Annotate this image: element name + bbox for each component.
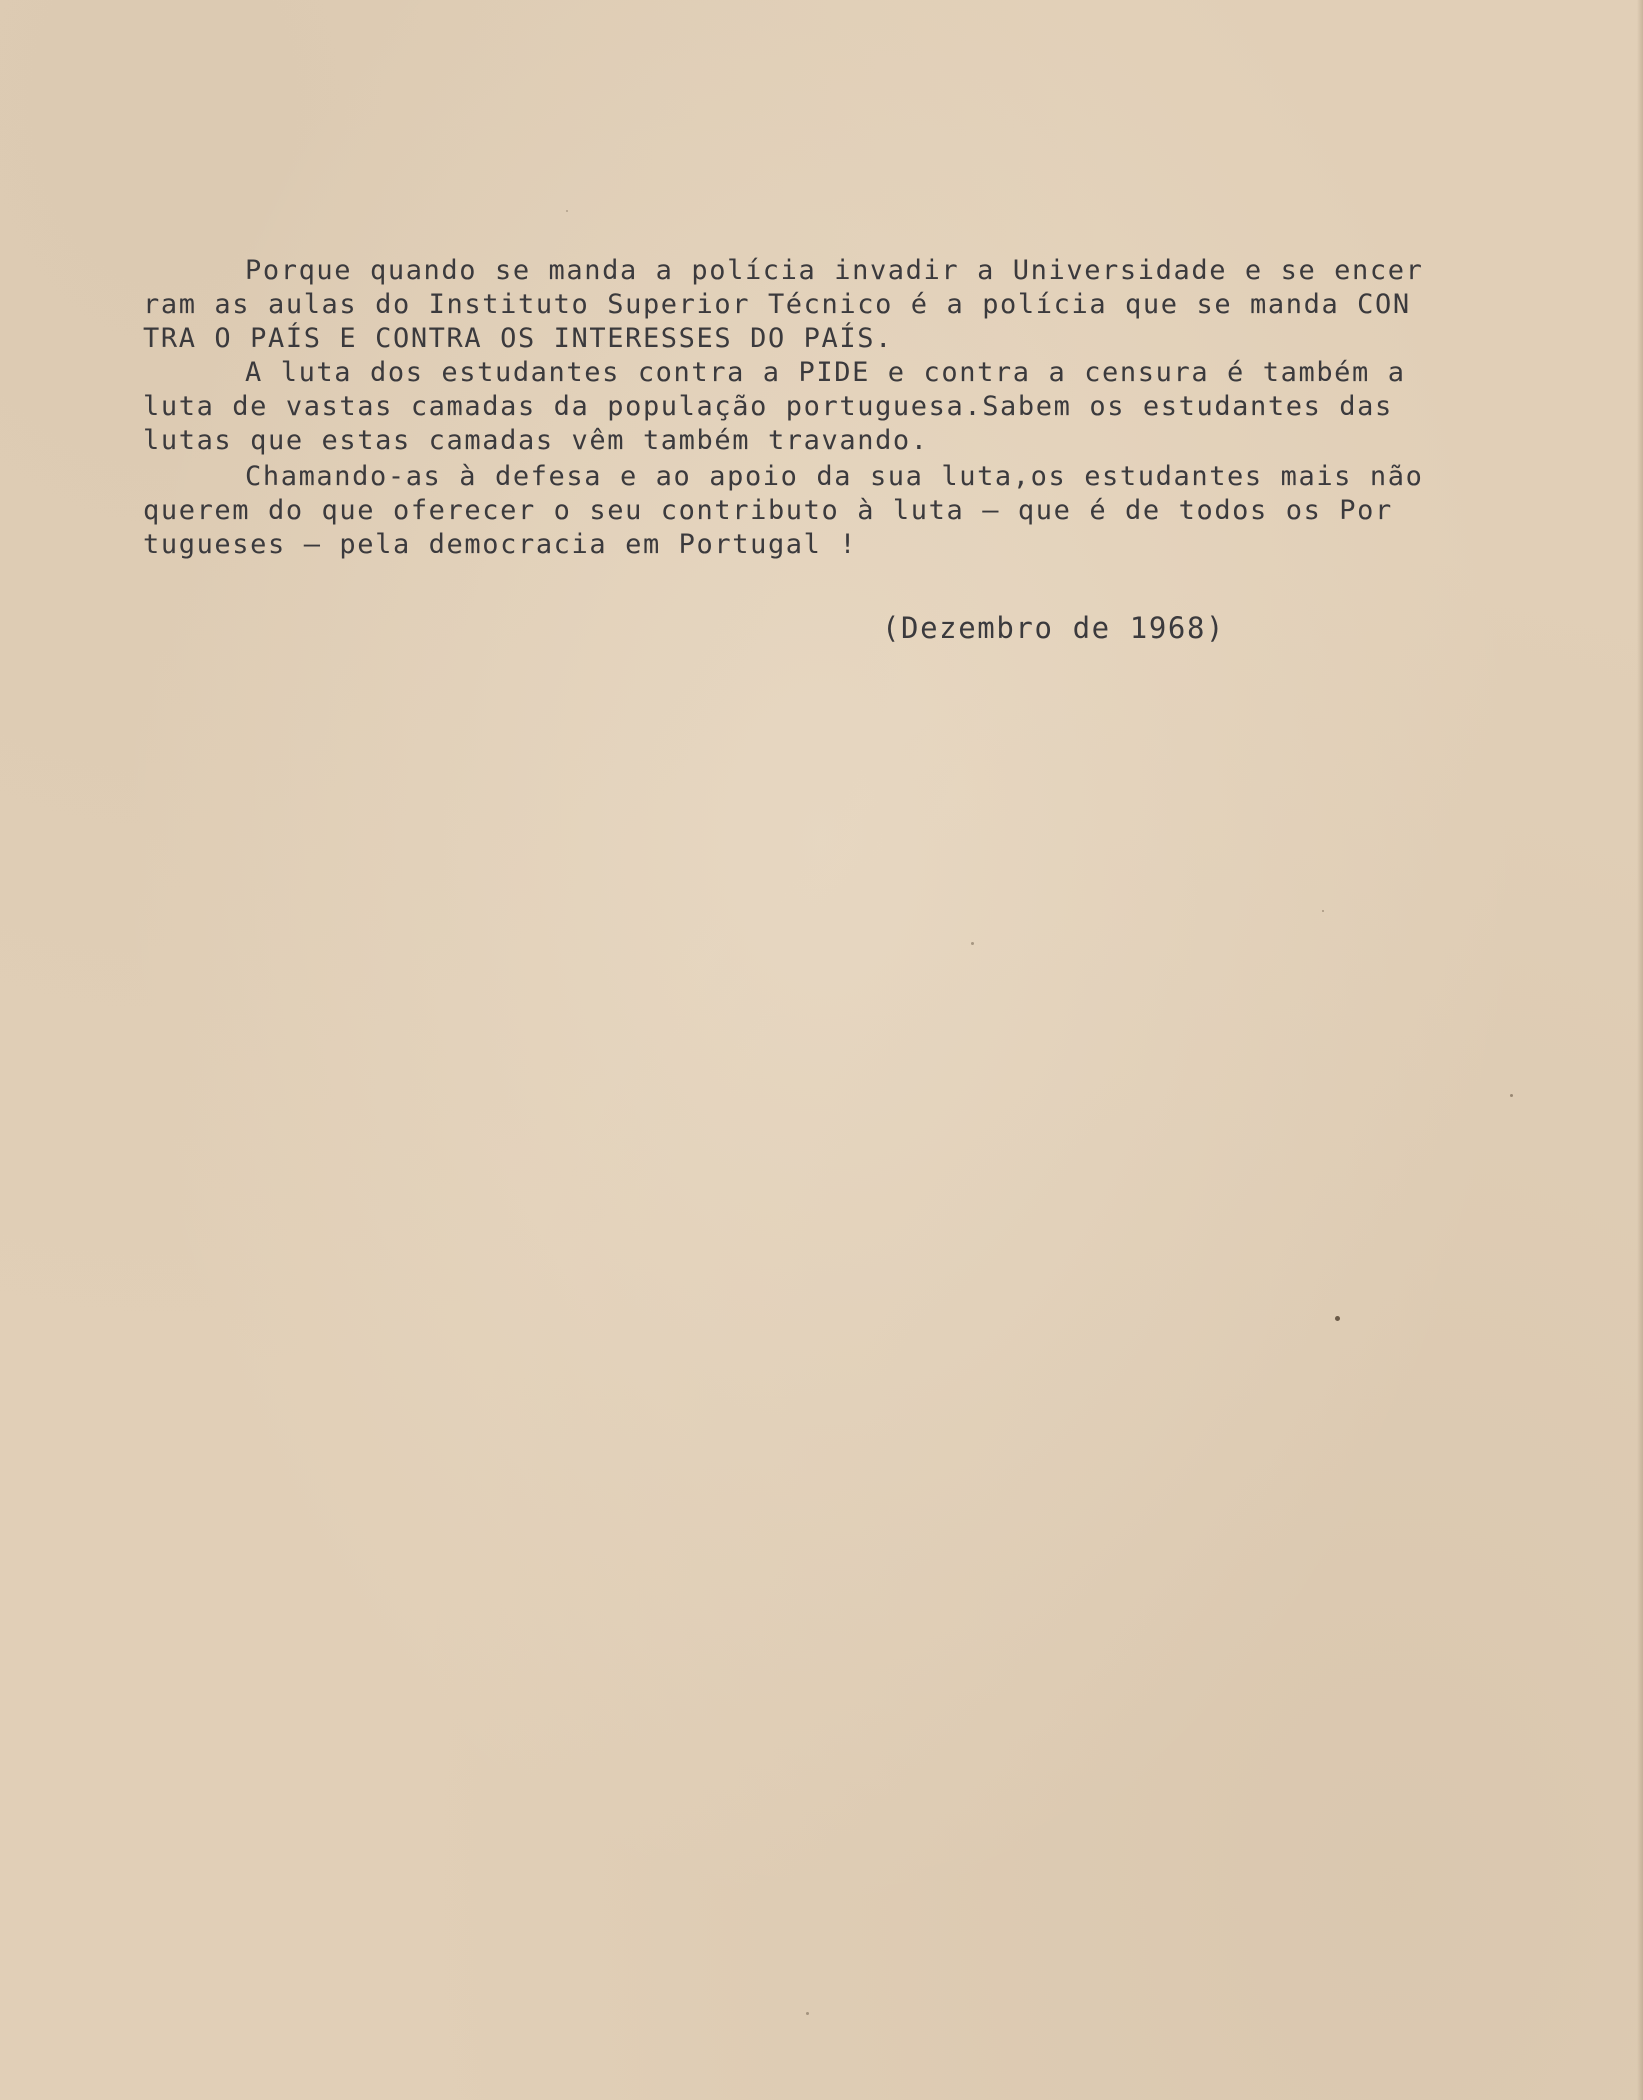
paragraph-1-line-2: ram as aulas do Instituto Superior Técnico é a polícia que se manda CON	[143, 289, 1411, 320]
paper-speck	[971, 942, 974, 945]
paragraph-1-line-1: Porque quando se manda a polícia invadir a Universidade e se encer	[245, 255, 1424, 286]
paragraph-3-line-3: tugueses — pela democracia em Portugal !	[143, 529, 858, 560]
paragraph-1-line-3: TRA O PAÍS E CONTRA OS INTERESSES DO PAÍS.	[143, 323, 893, 354]
paper-speck	[1510, 1094, 1513, 1097]
paper-speck	[1322, 910, 1324, 912]
paper-speck	[806, 2012, 809, 2015]
document-date: (Dezembro de 1968)	[882, 611, 1226, 645]
paragraph-2-line-2: luta de vastas camadas da população portuguesa.Sabem os estudantes das	[143, 391, 1393, 422]
paper-speck	[566, 210, 568, 212]
paragraph-2-line-3: lutas que estas camadas vêm também travando.	[143, 425, 929, 456]
paragraph-2-line-1: A luta dos estudantes contra a PIDE e contra a censura é também a	[245, 357, 1406, 388]
paragraph-3-line-1: Chamando-as à defesa e ao apoio da sua luta,os estudantes mais não	[245, 461, 1424, 492]
page-edge-shadow	[1637, 0, 1643, 2100]
paragraph-3-line-2: querem do que oferecer o seu contributo à luta — que é de todos os Por	[143, 495, 1393, 526]
paper-speck	[1335, 1316, 1340, 1321]
